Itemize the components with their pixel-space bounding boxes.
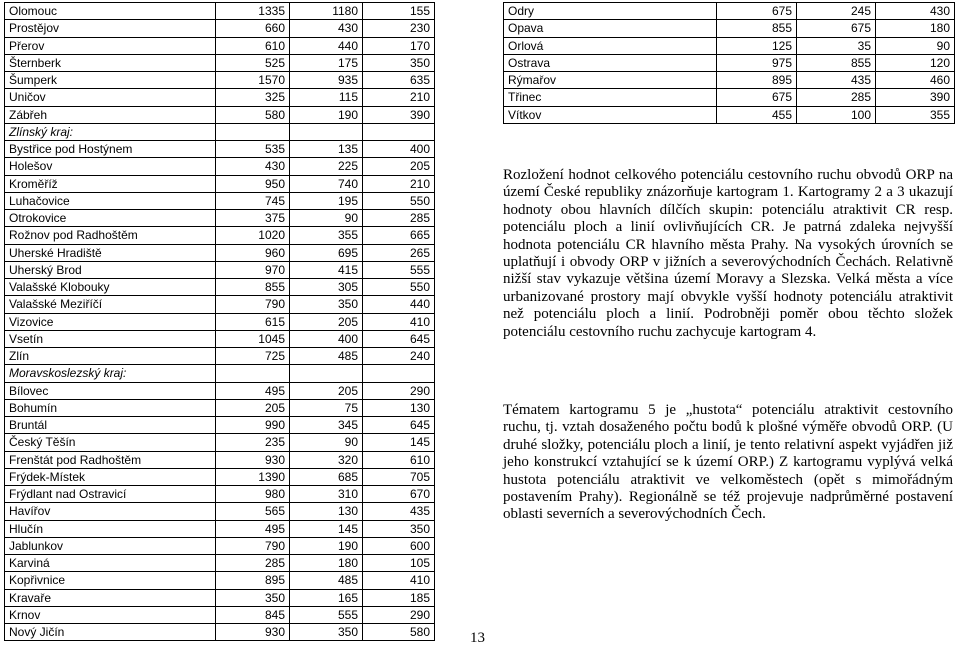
municipality-name: Opava: [504, 20, 717, 37]
value-cell-3: 205: [363, 158, 435, 175]
value-cell-2: 175: [290, 54, 363, 71]
value-cell-2: 435: [797, 72, 876, 89]
value-cell-1: 610: [216, 37, 290, 54]
value-cell-2: 685: [290, 468, 363, 485]
value-cell-3: 155: [363, 3, 435, 20]
table-row: [5, 210, 435, 227]
table-row: [5, 503, 435, 520]
municipality-name: Frýdek-Místek: [5, 468, 216, 485]
value-cell-1: 325: [216, 89, 290, 106]
value-cell-1: 375: [216, 210, 290, 227]
municipality-name: Uherský Brod: [5, 261, 216, 278]
municipality-name: Kopřivnice: [5, 572, 216, 589]
value-cell-1: 580: [216, 106, 290, 123]
municipality-name: Šternberk: [5, 54, 216, 71]
table-row: [5, 244, 435, 261]
municipality-name: Šumperk: [5, 72, 216, 89]
value-cell-1: 930: [216, 451, 290, 468]
municipality-name: Bystřice pod Hostýnem: [5, 141, 216, 158]
table-row: [5, 589, 435, 606]
value-cell-1: 235: [216, 434, 290, 451]
value-cell-3: 410: [363, 572, 435, 589]
right-table-body: [504, 3, 955, 124]
value-cell-2: 415: [290, 261, 363, 278]
table-row: [504, 37, 955, 54]
municipality-name: Krnov: [5, 606, 216, 623]
empty-cell: [290, 365, 363, 382]
value-cell-3: 430: [876, 3, 955, 20]
value-cell-1: 990: [216, 417, 290, 434]
municipality-name: Orlová: [504, 37, 717, 54]
value-cell-2: 130: [290, 503, 363, 520]
value-cell-2: 190: [290, 537, 363, 554]
table-region-row: [5, 365, 435, 382]
municipality-name: Zlín: [5, 348, 216, 365]
value-cell-1: 565: [216, 503, 290, 520]
municipality-name: Havířov: [5, 503, 216, 520]
table-row: [5, 572, 435, 589]
value-cell-3: 635: [363, 72, 435, 89]
value-cell-1: 205: [216, 399, 290, 416]
page-number: 13: [470, 630, 485, 646]
region-label: Moravskoslezský kraj:: [5, 365, 216, 382]
paragraph-kartogram-overview: Rozložení hodnot celkového potenciálu cestovního ruchu obvodů ORP na území České republiky znázorňuje kartogram 1. Kartogramy 2 a 3 ukazují hodnoty obou hlavních dílčích skupin: potenciálu atraktivit CR resp. potenciálu ploch a linií ovlivňujících CR. Je patrná zdaleka nejvyšší hodnota potenciálu CR hlavního města Prahy. Na vysokých úrovních se uplatňují i obvody ORP v jižních a severovýchodních Čechách. Relativně nižší stav vykazuje většina území Moravy a Slezska. Velká města a více urbanizované prostory mají obvykle vyšší hodnoty potenciálu atraktivit než potenciálu ploch a linií. Podrobněji poměr obou těchto složek potenciálu cestovního ruchu zachycuje kartogram 4.: [503, 167, 953, 340]
value-cell-1: 1020: [216, 227, 290, 244]
value-cell-3: 550: [363, 192, 435, 209]
value-cell-3: 400: [363, 141, 435, 158]
value-cell-3: 145: [363, 434, 435, 451]
value-cell-2: 90: [290, 434, 363, 451]
value-cell-2: 485: [290, 348, 363, 365]
value-cell-3: 240: [363, 348, 435, 365]
value-cell-3: 390: [876, 89, 955, 106]
value-cell-1: 675: [717, 3, 797, 20]
value-cell-2: 355: [290, 227, 363, 244]
value-cell-2: 90: [290, 210, 363, 227]
empty-cell: [363, 365, 435, 382]
value-cell-2: 400: [290, 330, 363, 347]
municipality-name: Prostějov: [5, 20, 216, 37]
value-cell-1: 1045: [216, 330, 290, 347]
municipality-name: Otrokovice: [5, 210, 216, 227]
value-cell-2: 190: [290, 106, 363, 123]
value-cell-3: 265: [363, 244, 435, 261]
value-cell-2: 205: [290, 382, 363, 399]
value-cell-1: 350: [216, 589, 290, 606]
table-row: [5, 279, 435, 296]
value-cell-1: 845: [216, 606, 290, 623]
value-cell-1: 970: [216, 261, 290, 278]
value-cell-2: 225: [290, 158, 363, 175]
municipality-name: Uničov: [5, 89, 216, 106]
value-cell-2: 350: [290, 624, 363, 641]
municipality-name: Olomouc: [5, 3, 216, 20]
value-cell-3: 105: [363, 555, 435, 572]
municipality-name: Vsetín: [5, 330, 216, 347]
empty-cell: [216, 365, 290, 382]
value-cell-3: 670: [363, 486, 435, 503]
table-row: [5, 382, 435, 399]
empty-cell: [216, 123, 290, 140]
value-cell-3: 285: [363, 210, 435, 227]
value-cell-2: 75: [290, 399, 363, 416]
value-cell-1: 895: [216, 572, 290, 589]
table-row: [5, 261, 435, 278]
value-cell-1: 495: [216, 520, 290, 537]
table-row: [5, 37, 435, 54]
value-cell-2: 320: [290, 451, 363, 468]
municipality-name: Rýmařov: [504, 72, 717, 89]
value-cell-3: 355: [876, 106, 955, 123]
value-cell-2: 855: [797, 54, 876, 71]
value-cell-3: 550: [363, 279, 435, 296]
table-row: [504, 72, 955, 89]
municipality-name: Kravaře: [5, 589, 216, 606]
value-cell-3: 600: [363, 537, 435, 554]
value-cell-1: 725: [216, 348, 290, 365]
value-cell-2: 695: [290, 244, 363, 261]
value-cell-2: 1180: [290, 3, 363, 20]
municipality-name: Kroměříž: [5, 175, 216, 192]
value-cell-3: 350: [363, 54, 435, 71]
table-row: [5, 54, 435, 71]
municipality-name: Hlučín: [5, 520, 216, 537]
value-cell-3: 390: [363, 106, 435, 123]
value-cell-1: 615: [216, 313, 290, 330]
region-label: Zlínský kraj:: [5, 123, 216, 140]
value-cell-1: 790: [216, 296, 290, 313]
value-cell-2: 135: [290, 141, 363, 158]
value-cell-1: 285: [216, 555, 290, 572]
value-cell-2: 345: [290, 417, 363, 434]
table-row: [504, 89, 955, 106]
table-row: [504, 106, 955, 123]
municipality-name: Nový Jičín: [5, 624, 216, 641]
value-cell-1: 525: [216, 54, 290, 71]
empty-cell: [363, 123, 435, 140]
table-row: [5, 606, 435, 623]
table-row: [5, 158, 435, 175]
value-cell-1: 1335: [216, 3, 290, 20]
value-cell-3: 580: [363, 624, 435, 641]
value-cell-2: 440: [290, 37, 363, 54]
value-cell-1: 125: [717, 37, 797, 54]
value-cell-1: 430: [216, 158, 290, 175]
municipality-name: Ostrava: [504, 54, 717, 71]
table-row: [5, 399, 435, 416]
value-cell-1: 535: [216, 141, 290, 158]
value-cell-1: 495: [216, 382, 290, 399]
municipality-name: Valašské Meziříčí: [5, 296, 216, 313]
municipality-name: Bohumín: [5, 399, 216, 416]
table-row: [504, 20, 955, 37]
value-cell-2: 35: [797, 37, 876, 54]
table-row: [5, 227, 435, 244]
value-cell-1: 790: [216, 537, 290, 554]
value-cell-3: 645: [363, 330, 435, 347]
value-cell-1: 960: [216, 244, 290, 261]
value-cell-3: 555: [363, 261, 435, 278]
value-cell-3: 705: [363, 468, 435, 485]
table-row: [5, 296, 435, 313]
value-cell-3: 230: [363, 20, 435, 37]
municipality-name: Třinec: [504, 89, 717, 106]
municipality-name: Karviná: [5, 555, 216, 572]
table-row: [5, 106, 435, 123]
table-region-row: [5, 123, 435, 140]
value-cell-2: 285: [797, 89, 876, 106]
left-table-body: [5, 3, 435, 641]
value-cell-3: 130: [363, 399, 435, 416]
value-cell-2: 935: [290, 72, 363, 89]
value-cell-2: 245: [797, 3, 876, 20]
paragraph-kartogram-density: Tématem kartogramu 5 je „hustota“ potenciálu atraktivit cestovního ruchu, tj. vztah dosaženého počtu bodů k plošné výměře obvodů ORP. (U druhé složky, potenciálu ploch a linií, je tento relativní aspekt vyjádřen již jeho konstrukcí vztahující se k území ORP.) Z kartogramu vyplývá velká hustota potenciálu atraktivit ve velkoměstech (opět s mimořádným postavením Prahy). Regionálně se též projevuje nadprůměrné postavení oblasti severních a severovýchodních Čech.: [503, 402, 953, 523]
table-row: [5, 89, 435, 106]
value-cell-1: 980: [216, 486, 290, 503]
table-row: [5, 486, 435, 503]
value-cell-1: 660: [216, 20, 290, 37]
value-cell-3: 170: [363, 37, 435, 54]
municipality-name: Bílovec: [5, 382, 216, 399]
value-cell-2: 555: [290, 606, 363, 623]
table-row: [5, 72, 435, 89]
value-cell-2: 145: [290, 520, 363, 537]
value-cell-1: 950: [216, 175, 290, 192]
right-data-table: [503, 2, 955, 124]
table-row: [5, 348, 435, 365]
value-cell-1: 675: [717, 89, 797, 106]
table-row: [5, 555, 435, 572]
left-data-table: [4, 2, 435, 641]
table-row: [5, 624, 435, 641]
value-cell-1: 1390: [216, 468, 290, 485]
value-cell-1: 1570: [216, 72, 290, 89]
value-cell-3: 665: [363, 227, 435, 244]
table-row: [5, 537, 435, 554]
value-cell-3: 210: [363, 175, 435, 192]
table-row: [5, 330, 435, 347]
value-cell-2: 675: [797, 20, 876, 37]
municipality-name: Bruntál: [5, 417, 216, 434]
municipality-name: Uherské Hradiště: [5, 244, 216, 261]
value-cell-1: 895: [717, 72, 797, 89]
value-cell-2: 740: [290, 175, 363, 192]
value-cell-3: 210: [363, 89, 435, 106]
table-row: [5, 20, 435, 37]
municipality-name: Rožnov pod Radhoštěm: [5, 227, 216, 244]
value-cell-1: 855: [717, 20, 797, 37]
value-cell-3: 435: [363, 503, 435, 520]
table-row: [5, 141, 435, 158]
table-row: [5, 313, 435, 330]
table-row: [5, 468, 435, 485]
municipality-name: Frýdlant nad Ostravicí: [5, 486, 216, 503]
municipality-name: Přerov: [5, 37, 216, 54]
value-cell-1: 975: [717, 54, 797, 71]
value-cell-2: 430: [290, 20, 363, 37]
value-cell-3: 180: [876, 20, 955, 37]
value-cell-3: 350: [363, 520, 435, 537]
value-cell-3: 610: [363, 451, 435, 468]
municipality-name: Luhačovice: [5, 192, 216, 209]
empty-cell: [290, 123, 363, 140]
table-row: [5, 3, 435, 20]
value-cell-1: 455: [717, 106, 797, 123]
value-cell-2: 485: [290, 572, 363, 589]
municipality-name: Frenštát pod Radhoštěm: [5, 451, 216, 468]
municipality-name: Valašské Klobouky: [5, 279, 216, 296]
municipality-name: Český Těšín: [5, 434, 216, 451]
value-cell-3: 290: [363, 606, 435, 623]
municipality-name: Vítkov: [504, 106, 717, 123]
value-cell-1: 855: [216, 279, 290, 296]
value-cell-2: 305: [290, 279, 363, 296]
value-cell-3: 90: [876, 37, 955, 54]
value-cell-1: 745: [216, 192, 290, 209]
table-row: [5, 417, 435, 434]
value-cell-3: 410: [363, 313, 435, 330]
municipality-name: Odry: [504, 3, 717, 20]
table-row: [5, 451, 435, 468]
value-cell-2: 115: [290, 89, 363, 106]
municipality-name: Zábřeh: [5, 106, 216, 123]
value-cell-2: 165: [290, 589, 363, 606]
value-cell-3: 460: [876, 72, 955, 89]
value-cell-2: 310: [290, 486, 363, 503]
value-cell-2: 205: [290, 313, 363, 330]
value-cell-1: 930: [216, 624, 290, 641]
value-cell-3: 440: [363, 296, 435, 313]
value-cell-2: 195: [290, 192, 363, 209]
value-cell-3: 645: [363, 417, 435, 434]
value-cell-3: 185: [363, 589, 435, 606]
municipality-name: Jablunkov: [5, 537, 216, 554]
table-row: [504, 54, 955, 71]
value-cell-2: 350: [290, 296, 363, 313]
municipality-name: Vizovice: [5, 313, 216, 330]
table-row: [5, 192, 435, 209]
value-cell-2: 180: [290, 555, 363, 572]
municipality-name: Holešov: [5, 158, 216, 175]
table-row: [5, 434, 435, 451]
value-cell-2: 100: [797, 106, 876, 123]
table-row: [504, 3, 955, 20]
value-cell-3: 290: [363, 382, 435, 399]
value-cell-3: 120: [876, 54, 955, 71]
table-row: [5, 520, 435, 537]
table-row: [5, 175, 435, 192]
